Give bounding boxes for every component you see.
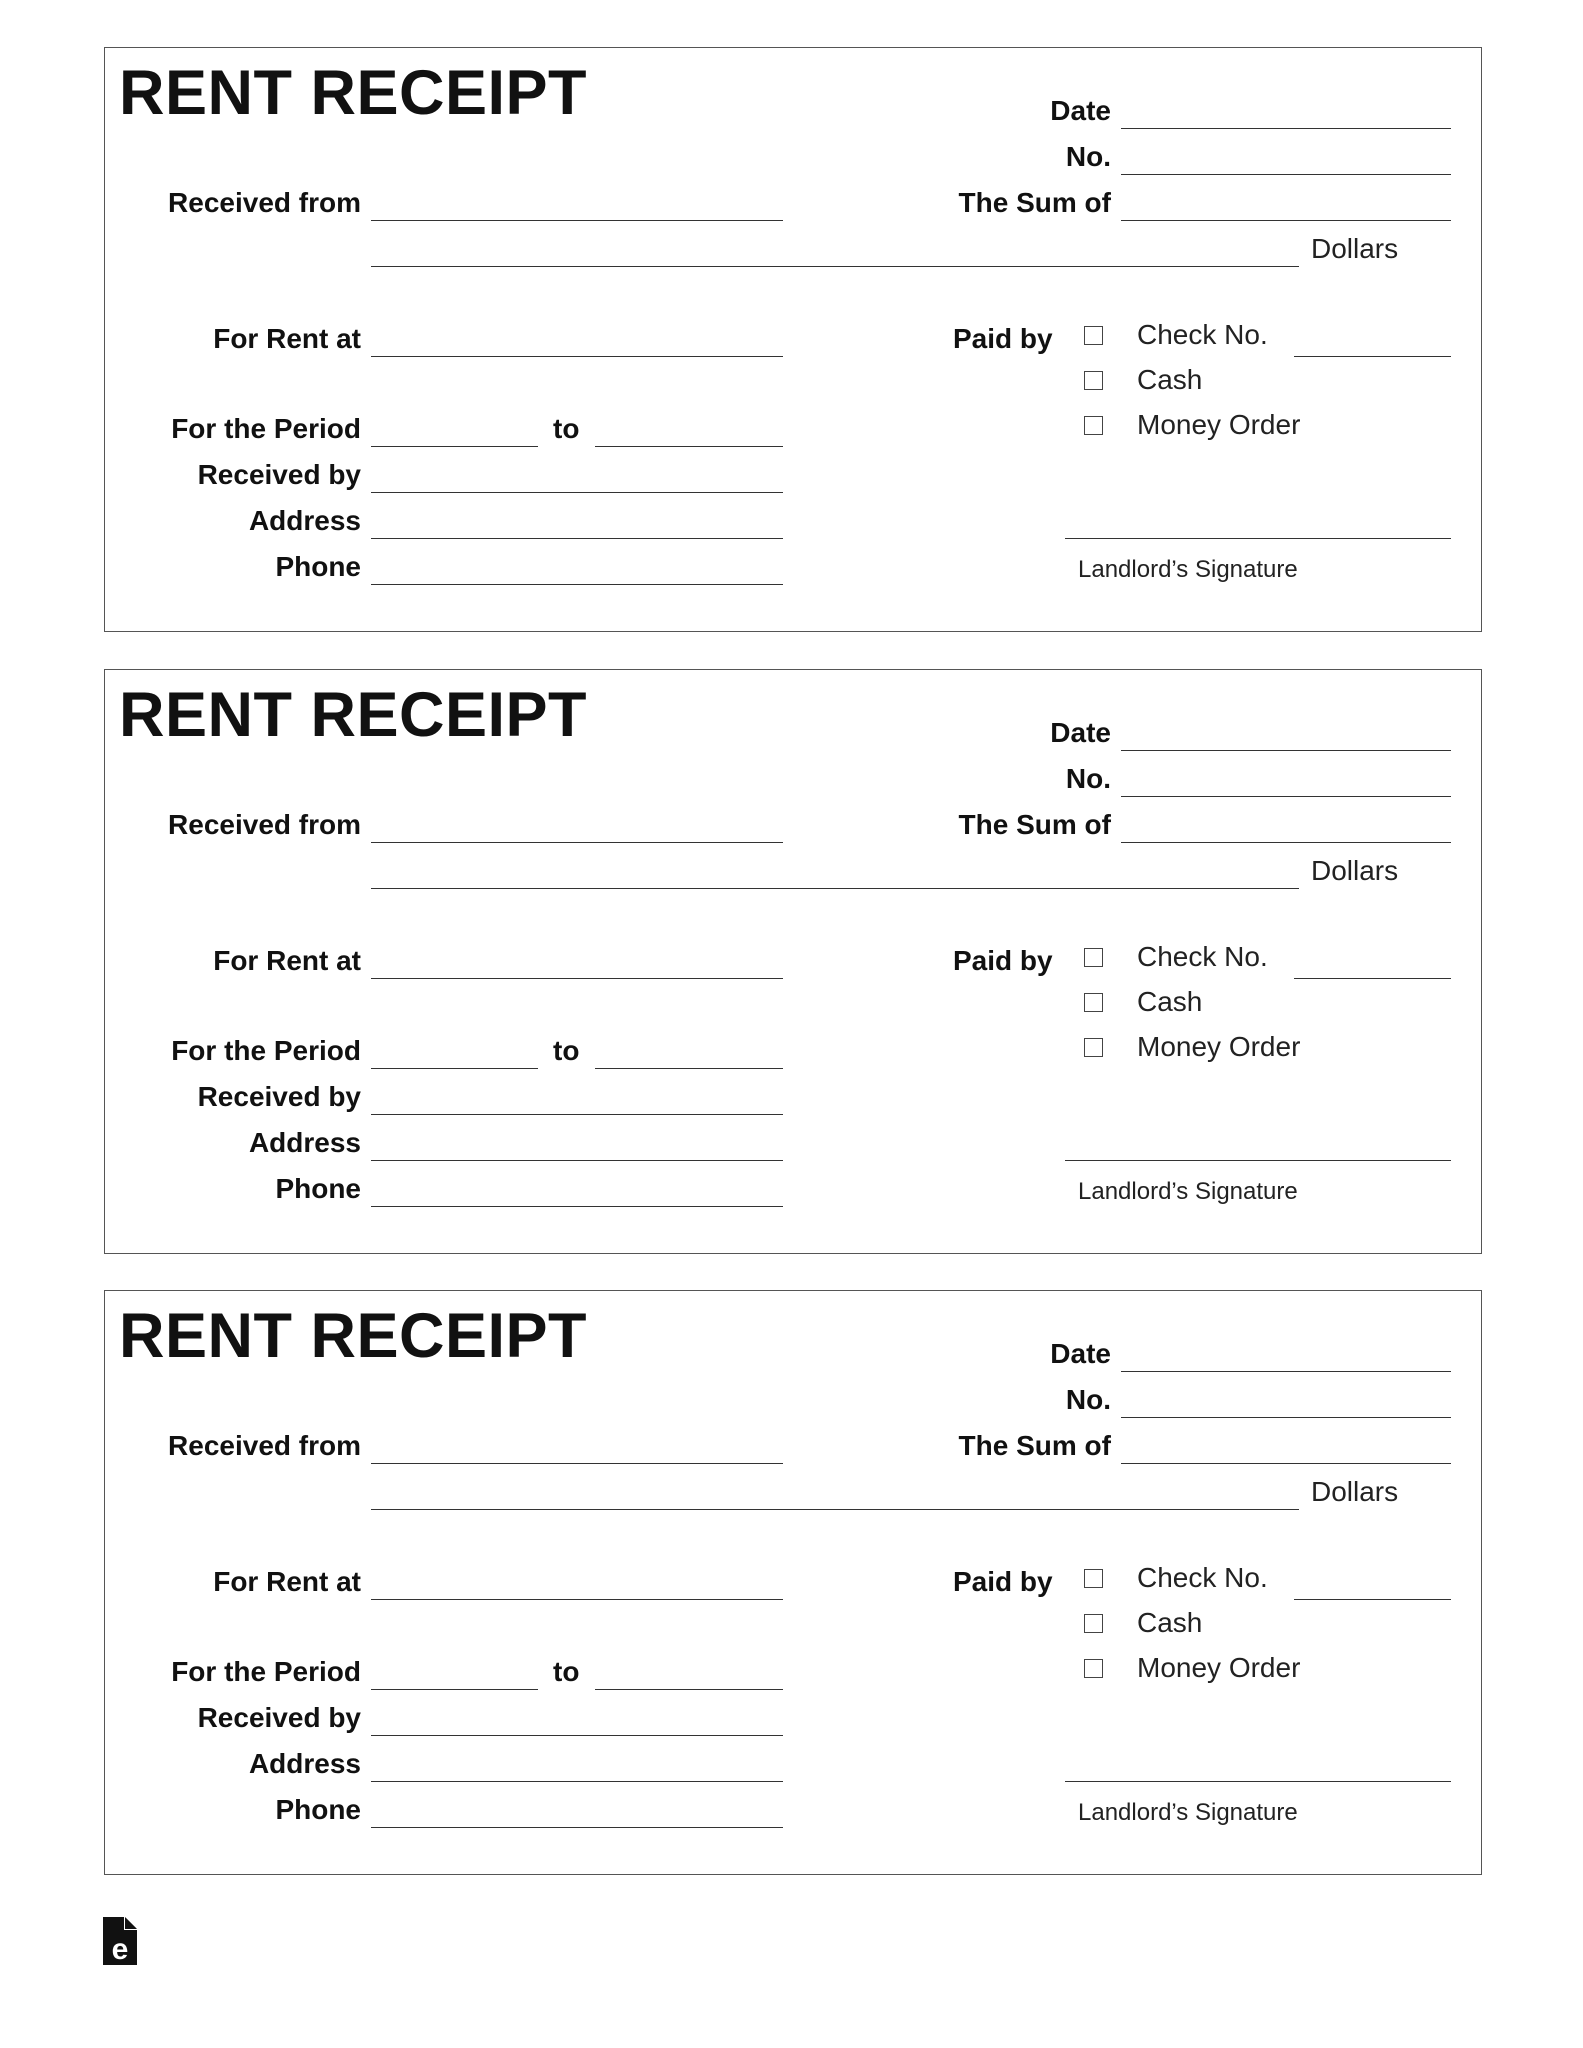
to-label: to xyxy=(553,1656,580,1687)
sum-label: The Sum of xyxy=(958,1430,1111,1461)
check-checkbox[interactable] xyxy=(1084,1569,1103,1588)
paid-by-label: Paid by xyxy=(953,323,1053,354)
svg-text:e: e xyxy=(111,1933,129,1965)
received-from-label: Received from xyxy=(168,187,361,218)
check-label: Check No. xyxy=(1137,319,1268,350)
period-start-field[interactable] xyxy=(371,1068,538,1069)
period-end-field[interactable] xyxy=(595,1068,783,1069)
date-label: Date xyxy=(1050,717,1111,748)
received-by-field[interactable] xyxy=(371,1735,783,1736)
for-rent-label: For Rent at xyxy=(213,1566,361,1597)
date-field[interactable] xyxy=(1121,750,1451,751)
period-label: For the Period xyxy=(171,1656,361,1687)
date-label: Date xyxy=(1050,1338,1111,1369)
receipt-title: RENT RECEIPT xyxy=(119,680,588,750)
sum-field[interactable] xyxy=(1121,842,1451,843)
sum-field[interactable] xyxy=(1121,220,1451,221)
number-field[interactable] xyxy=(1121,796,1451,797)
receipt-title: RENT RECEIPT xyxy=(119,1301,588,1371)
receipt-title: RENT RECEIPT xyxy=(119,58,588,128)
paid-by-label: Paid by xyxy=(953,945,1053,976)
cash-label: Cash xyxy=(1137,364,1203,395)
signature-label: Landlord’s Signature xyxy=(1078,556,1298,583)
signature-label: Landlord’s Signature xyxy=(1078,1178,1298,1205)
cash-label: Cash xyxy=(1137,986,1203,1017)
sum-in-words-field[interactable] xyxy=(371,888,1299,889)
address-field[interactable] xyxy=(371,1160,783,1161)
phone-field[interactable] xyxy=(371,584,783,585)
received-by-label: Received by xyxy=(197,1081,361,1112)
address-label: Address xyxy=(248,505,361,536)
dollars-label: Dollars xyxy=(1311,1476,1399,1507)
money-order-label: Money Order xyxy=(1137,1031,1301,1062)
number-label: No. xyxy=(1065,763,1111,794)
sum-field[interactable] xyxy=(1121,1463,1451,1464)
signature-label: Landlord’s Signature xyxy=(1078,1799,1298,1826)
money-order-checkbox[interactable] xyxy=(1084,1659,1103,1678)
to-label: to xyxy=(553,1035,580,1066)
received-from-field[interactable] xyxy=(371,842,783,843)
address-field[interactable] xyxy=(371,1781,783,1782)
sum-label: The Sum of xyxy=(958,809,1111,840)
phone-field[interactable] xyxy=(371,1827,783,1828)
rent-receipt xyxy=(104,47,1482,632)
check-number-field[interactable] xyxy=(1294,978,1451,979)
for-rent-label: For Rent at xyxy=(213,945,361,976)
cash-checkbox[interactable] xyxy=(1084,993,1103,1012)
check-label: Check No. xyxy=(1137,941,1268,972)
address-label: Address xyxy=(248,1127,361,1158)
phone-label: Phone xyxy=(275,1173,361,1204)
number-label: No. xyxy=(1065,141,1111,172)
received-by-field[interactable] xyxy=(371,1114,783,1115)
rent-receipt xyxy=(104,1290,1482,1875)
sum-in-words-field[interactable] xyxy=(371,1509,1299,1510)
check-number-field[interactable] xyxy=(1294,1599,1451,1600)
cash-checkbox[interactable] xyxy=(1084,1614,1103,1633)
check-number-field[interactable] xyxy=(1294,356,1451,357)
period-end-field[interactable] xyxy=(595,446,783,447)
for-rent-field[interactable] xyxy=(371,978,783,979)
address-label: Address xyxy=(248,1748,361,1779)
signature-line[interactable] xyxy=(1065,538,1451,539)
signature-line[interactable] xyxy=(1065,1160,1451,1161)
check-checkbox[interactable] xyxy=(1084,326,1103,345)
to-label: to xyxy=(553,413,580,444)
sum-label: The Sum of xyxy=(958,187,1111,218)
received-from-field[interactable] xyxy=(371,220,783,221)
paid-by-label: Paid by xyxy=(953,1566,1053,1597)
address-field[interactable] xyxy=(371,538,783,539)
document-e-icon xyxy=(103,1917,137,1965)
received-by-field[interactable] xyxy=(371,492,783,493)
received-from-label: Received from xyxy=(168,809,361,840)
date-field[interactable] xyxy=(1121,1371,1451,1372)
phone-field[interactable] xyxy=(371,1206,783,1207)
received-by-label: Received by xyxy=(197,1702,361,1733)
for-rent-label: For Rent at xyxy=(213,323,361,354)
signature-line[interactable] xyxy=(1065,1781,1451,1782)
dollars-label: Dollars xyxy=(1311,855,1399,886)
money-order-label: Money Order xyxy=(1137,409,1301,440)
number-field[interactable] xyxy=(1121,174,1451,175)
number-label: No. xyxy=(1065,1384,1111,1415)
number-field[interactable] xyxy=(1121,1417,1451,1418)
dollars-label: Dollars xyxy=(1311,233,1399,264)
check-label: Check No. xyxy=(1137,1562,1268,1593)
money-order-label: Money Order xyxy=(1137,1652,1301,1683)
sum-in-words-field[interactable] xyxy=(371,266,1299,267)
phone-label: Phone xyxy=(275,1794,361,1825)
period-start-field[interactable] xyxy=(371,446,538,447)
date-label: Date xyxy=(1050,95,1111,126)
received-by-label: Received by xyxy=(197,459,361,490)
cash-label: Cash xyxy=(1137,1607,1203,1638)
received-from-field[interactable] xyxy=(371,1463,783,1464)
money-order-checkbox[interactable] xyxy=(1084,1038,1103,1057)
check-checkbox[interactable] xyxy=(1084,948,1103,967)
phone-label: Phone xyxy=(275,551,361,582)
period-start-field[interactable] xyxy=(371,1689,538,1690)
received-from-label: Received from xyxy=(168,1430,361,1461)
period-label: For the Period xyxy=(171,413,361,444)
for-rent-field[interactable] xyxy=(371,356,783,357)
date-field[interactable] xyxy=(1121,128,1451,129)
for-rent-field[interactable] xyxy=(371,1599,783,1600)
rent-receipt xyxy=(104,669,1482,1254)
period-end-field[interactable] xyxy=(595,1689,783,1690)
cash-checkbox[interactable] xyxy=(1084,371,1103,390)
money-order-checkbox[interactable] xyxy=(1084,416,1103,435)
period-label: For the Period xyxy=(171,1035,361,1066)
